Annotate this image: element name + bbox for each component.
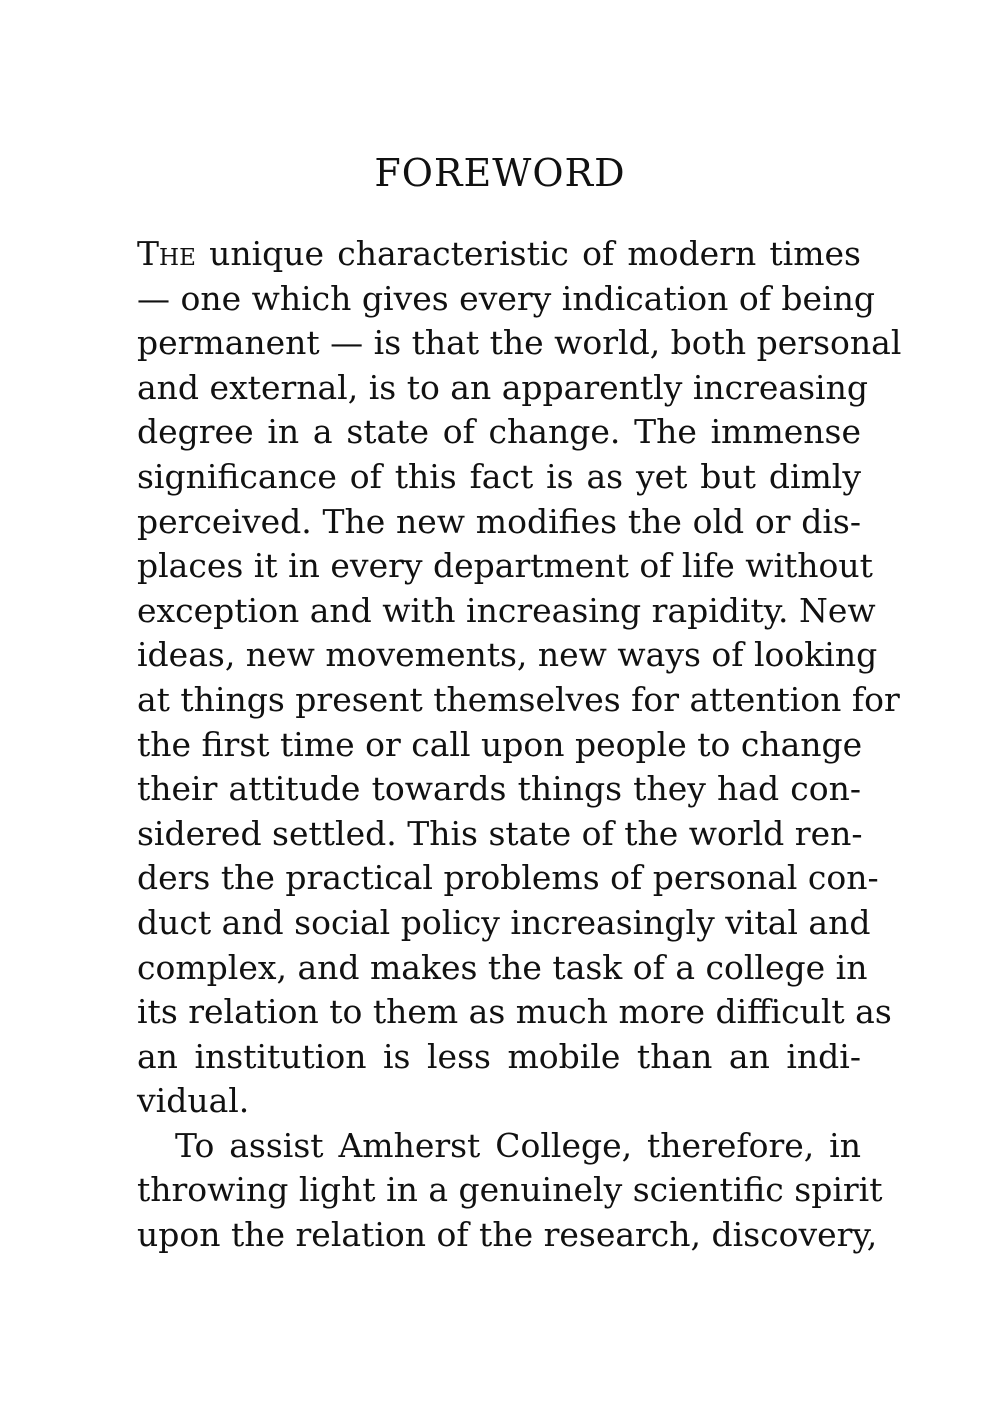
page-title: FOREWORD xyxy=(374,151,626,195)
text-line: places it in every department of life without xyxy=(137,546,873,586)
text-line: the first time or call upon people to change xyxy=(137,724,863,764)
text-line: and external, is to an apparently increasing xyxy=(137,367,868,407)
text-line: at things present themselves for attention for xyxy=(137,679,900,719)
text-line: ders the practical problems of personal con- xyxy=(137,858,879,898)
text-line: duct and social policy increasingly vital and xyxy=(137,902,871,942)
text-line: upon the relation of the research, discovery, xyxy=(137,1215,878,1255)
text-line: complex, and makes the task of a college in xyxy=(137,947,868,987)
text-line: degree in a state of change. The immense xyxy=(137,412,861,452)
text-line: exception and with increasing rapidity. New xyxy=(137,590,876,630)
text-line: its relation to them as much more difficult as xyxy=(137,992,892,1032)
text-line: their attitude towards things they had con- xyxy=(137,769,861,809)
body-text xyxy=(137,232,902,1258)
text-line: an institution is less mobile than an indi- xyxy=(137,1036,861,1076)
text-line: — one which gives every indication of being xyxy=(137,278,876,318)
text-line: permanent — is that the world, both personal xyxy=(137,323,902,363)
text-line: sidered settled. This state of the world ren- xyxy=(137,813,863,853)
text-line: significance of this fact is as yet but dimly xyxy=(137,456,861,496)
text-line: ideas, new movements, new ways of looking xyxy=(137,635,878,675)
text-line: perceived. The new modifies the old or dis- xyxy=(137,501,861,541)
lead-word: The xyxy=(137,234,196,273)
text-line: vidual. xyxy=(137,1081,250,1121)
text-line: The unique characteristic of modern times xyxy=(137,234,861,273)
text-line: throwing light in a genuinely scientific spirit xyxy=(137,1170,883,1210)
text-line: To assist Amherst College, therefore, in xyxy=(175,1125,861,1165)
